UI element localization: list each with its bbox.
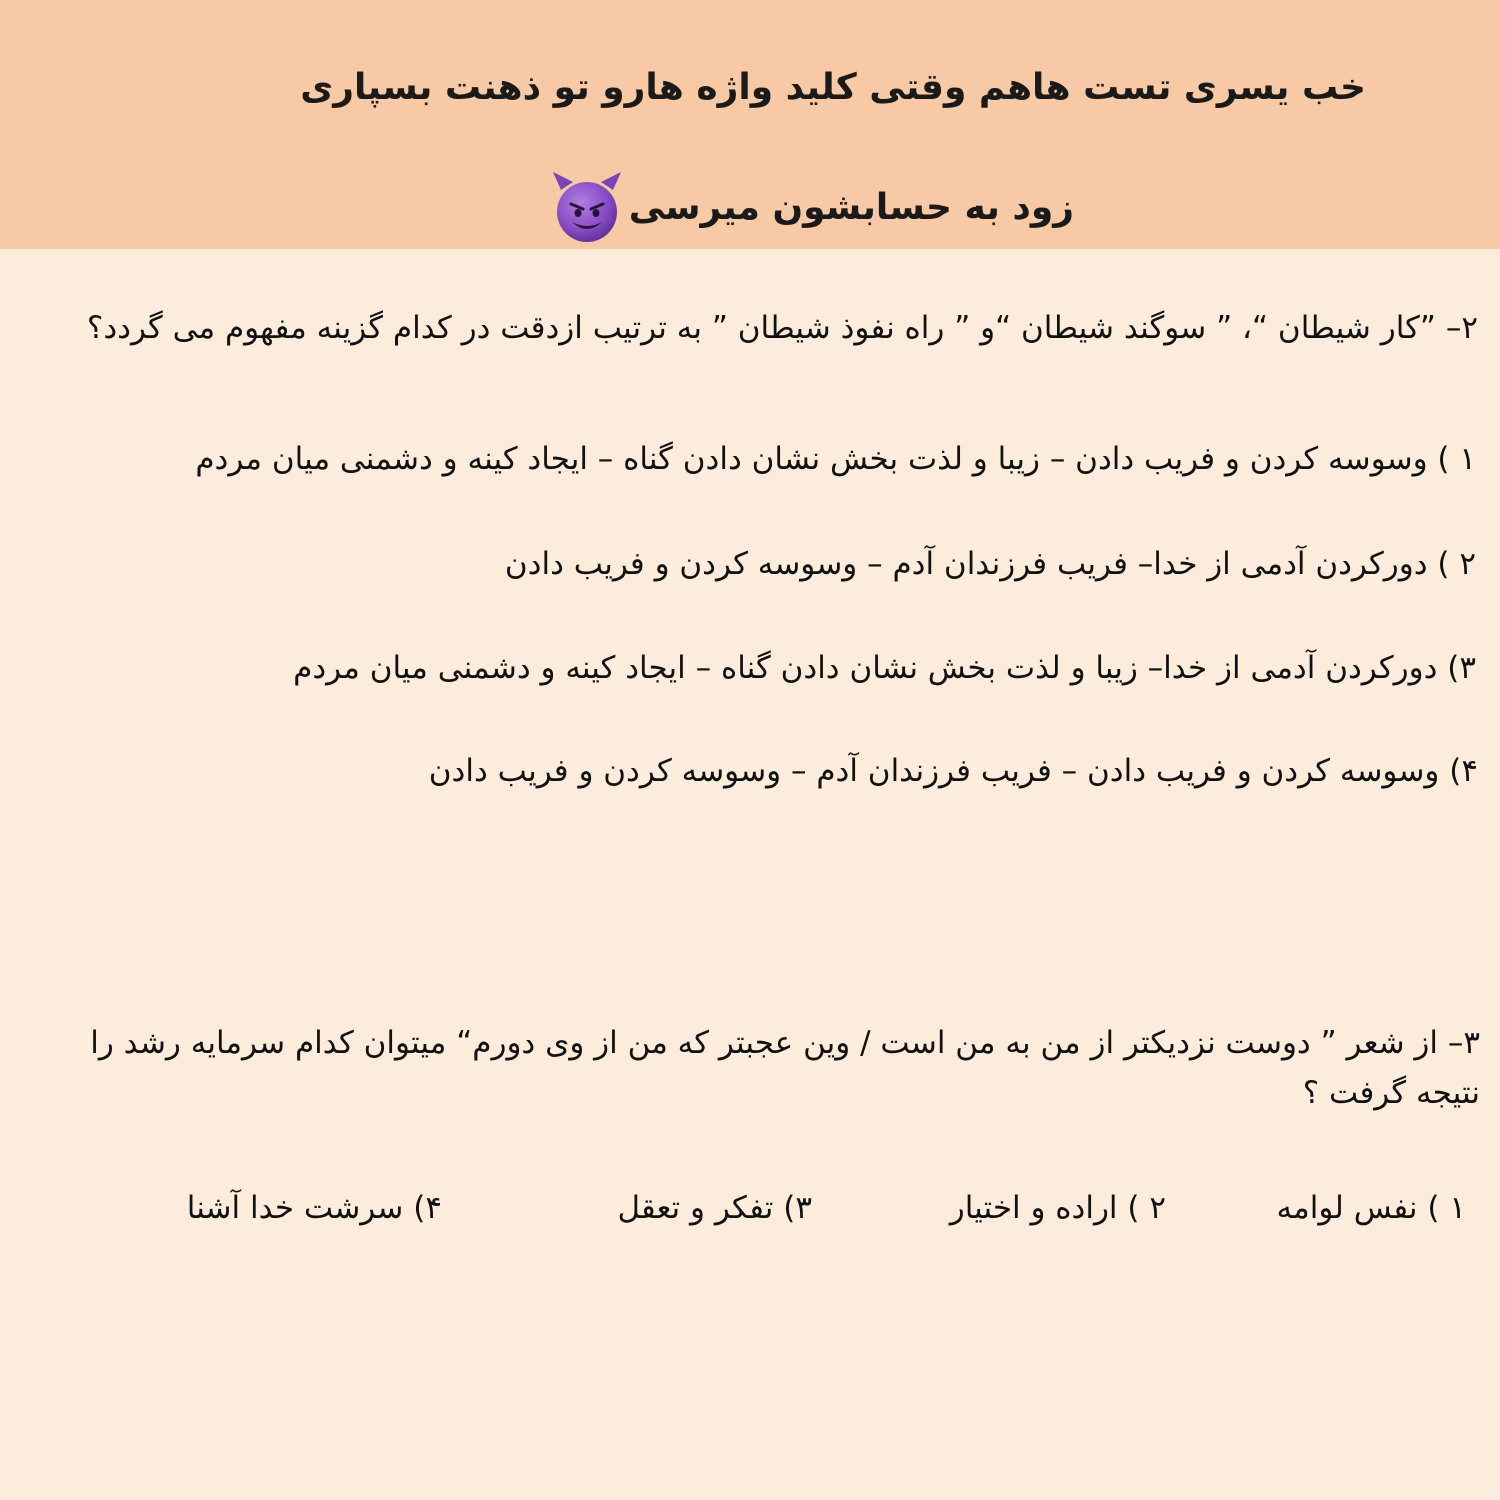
header-banner [0,0,1500,249]
q3-option-3: ۳) تفکر و تعقل [617,1190,812,1226]
q2-option-3: ۳) دورکردن آدمی از خدا– زیبا و لذت بخش نشان دادن گناه – ایجاد کینه و دشمنی میان مردم [293,650,1476,686]
header-title: خب یسری تست هاهم وقتی کلید واژه هارو تو ذهنت بسپاری [300,67,1366,108]
q2-option-2: ۲ ) دورکردن آدمی از خدا– فریب فرزندان آدم – وسوسه کردن و فریب دادن [504,546,1476,582]
q3-option-4: ۴) سرشت خدا آشنا [186,1190,442,1226]
header-subtitle-row [547,168,1074,248]
header-subtitle: زود به حسابشون میرسی [628,187,1074,228]
q3-option-2: ۲ ) اراده و اختیار [949,1190,1166,1226]
q2-question: ۲– ”کار شیطان “، ” سوگند شیطان “و ” راه نفوذ شیطان ” به ترتیب ازدقت در کدام گزینه مفهوم می گردد؟ [86,310,1478,346]
q2-option-1: ۱ ) وسوسه کردن و فریب دادن – زیبا و لذت بخش نشان دادن گناه – ایجاد کینه و دشمنی میان مردم [195,441,1476,477]
q2-option-4: ۴) وسوسه کردن و فریب دادن – فریب فرزندان آدم – وسوسه کردن و فریب دادن [428,753,1478,789]
smiling-face-with-horns-icon [547,168,627,248]
q3-question: ۳– از شعر ” دوست نزدیکتر از من به من است / وین عجبتر که من از وی دورم“ میتوان کدام سرمایه رشد را نتیجه گرفت ؟ [90,1025,1480,1111]
q3-option-1: ۱ ) نفس لوامه [1276,1190,1466,1226]
